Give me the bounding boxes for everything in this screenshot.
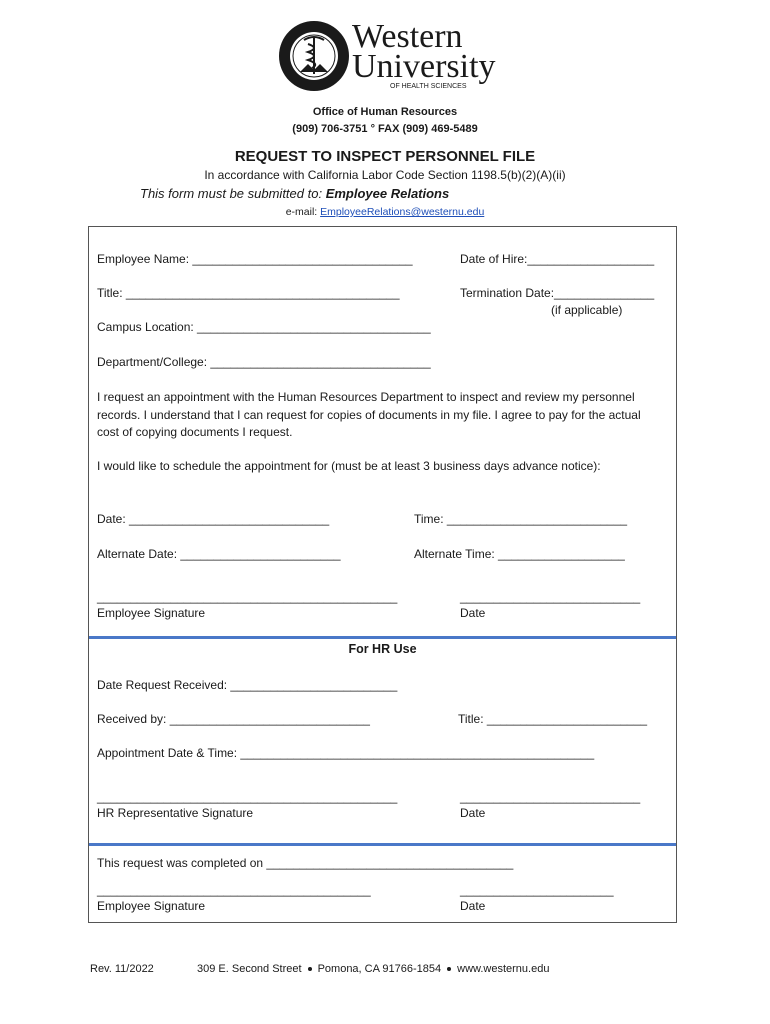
university-logo [278, 18, 496, 92]
received-by-field[interactable]: Received by: ______________________________ [97, 712, 370, 726]
hr-use-heading: For HR Use [348, 642, 417, 656]
completion-date-label: Date [460, 899, 486, 913]
date-request-received-field[interactable]: Date Request Received: _________________________ [97, 678, 398, 692]
form-title: REQUEST TO INSPECT PERSONNEL FILE [234, 148, 536, 165]
website: www.westernu.edu [457, 963, 550, 975]
completed-on-field[interactable]: This request was completed on _____________________________________ [97, 856, 514, 870]
request-paragraph: I request an appointment with the Human Resources Department to inspect and review my personnel records. I understand that I can request for copies of documents in my file. I agree to pay for the actual cost of copying documents I request. [97, 390, 641, 439]
email-link[interactable]: EmployeeRelations@westernu.edu [320, 206, 485, 218]
department-college-field[interactable]: Department/College: _________________________________ [97, 355, 431, 369]
alternate-time-field[interactable]: Alternate Time: ___________________ [414, 547, 625, 561]
alternate-date-field[interactable]: Alternate Date: ________________________ [97, 547, 341, 561]
street-address: 309 E. Second Street [197, 963, 302, 975]
email-line [0, 206, 770, 218]
appointment-date-time-field[interactable]: Appointment Date & Time: _____________________________________________________ [97, 746, 595, 760]
campus-location-field[interactable]: Campus Location: ___________________________________ [97, 320, 431, 334]
if-applicable-note: (if applicable) [551, 303, 623, 317]
submit-prefix: This form must be submitted to: [140, 186, 326, 201]
termination-date-field[interactable]: Termination Date:_______________ [460, 286, 655, 300]
bullet-icon [308, 967, 312, 971]
hr-title-field[interactable]: Title: ________________________ [458, 712, 648, 726]
appointment-time-field[interactable]: Time: ___________________________ [414, 512, 628, 526]
hr-representative-signature-label: HR Representative Signature [97, 806, 254, 820]
appointment-date-field[interactable]: Date: ______________________________ [97, 512, 330, 526]
office-name: Office of Human Resources [312, 106, 458, 118]
employee-signature-line[interactable]: _____________________________________________ [97, 590, 398, 604]
section-divider [89, 843, 676, 846]
title-field[interactable]: Title: _________________________________________ [97, 286, 400, 300]
completion-signature-line[interactable]: _________________________________________ [97, 883, 371, 897]
schedule-instruction: I would like to schedule the appointment for (must be at least 3 business days advance notice): [97, 459, 601, 473]
submit-instruction [140, 186, 449, 201]
hr-signature-line[interactable]: _____________________________________________ [97, 790, 398, 804]
revision-label: Rev. 11/2022 [90, 963, 154, 975]
date-of-hire-field[interactable]: Date of Hire:___________________ [460, 252, 655, 266]
employee-signature-date-line[interactable]: ___________________________ [460, 590, 641, 604]
employee-name-field[interactable]: Employee Name: _________________________________ [97, 252, 413, 266]
hr-signature-date-line[interactable]: ___________________________ [460, 790, 641, 804]
office-phone-fax: (909) 706-3751 ° FAX (909) 469-5489 [292, 123, 478, 135]
completion-date-line[interactable]: _______________________ [460, 883, 614, 897]
form-subtitle: In accordance with California Labor Code Section 1198.5(b)(2)(A)(ii) [204, 168, 566, 182]
logo-word-western: Western [352, 18, 463, 55]
hr-signature-date-label: Date [460, 806, 486, 820]
logo-word-university: University [352, 48, 496, 85]
section-divider [89, 636, 676, 639]
submit-target: Employee Relations [325, 186, 450, 201]
footer-address [197, 963, 549, 975]
bullet-icon [447, 967, 451, 971]
completion-employee-signature-label: Employee Signature [97, 899, 206, 913]
email-prefix: e-mail: [285, 206, 321, 218]
city-state-zip: Pomona, CA 91766-1854 [317, 963, 442, 975]
employee-signature-label: Employee Signature [97, 606, 206, 620]
logo-subtitle: OF HEALTH SCIENCES [390, 83, 467, 90]
employee-signature-date-label: Date [460, 606, 486, 620]
